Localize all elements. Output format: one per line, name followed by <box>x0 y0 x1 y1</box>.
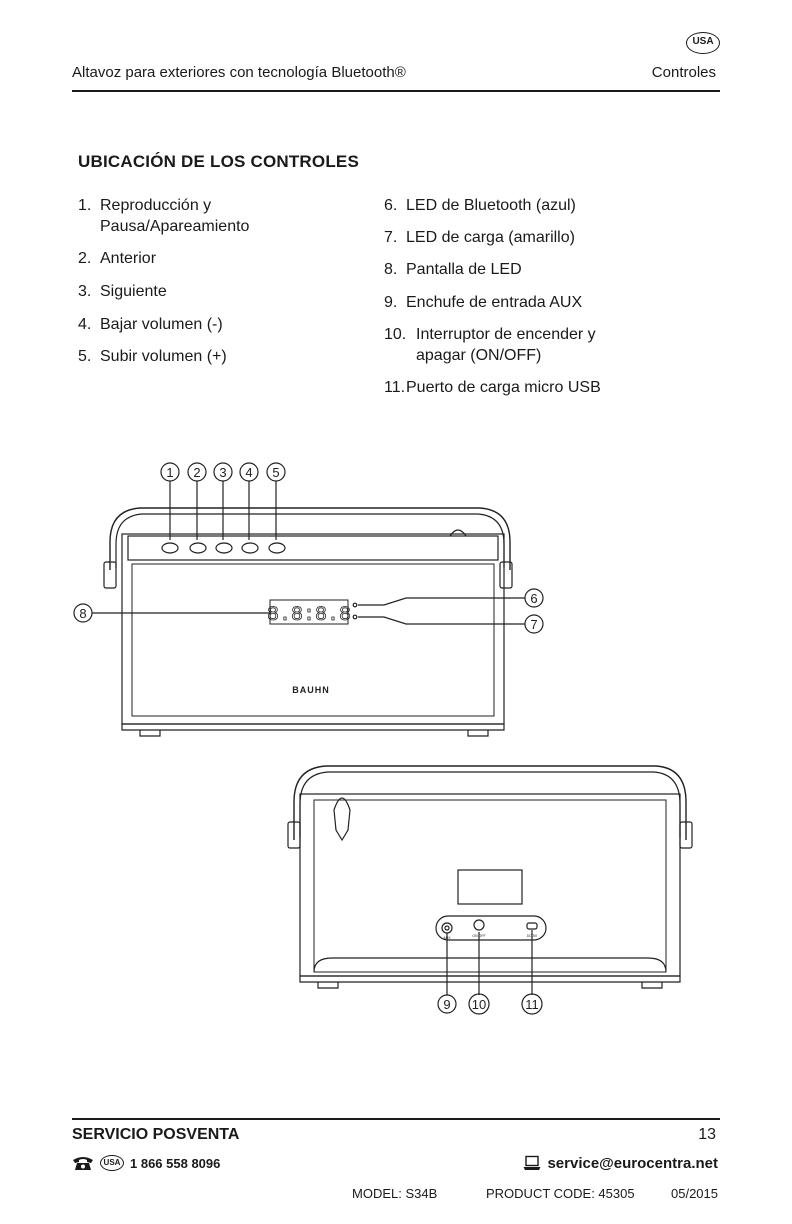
led-display-text: 8.8:8.8 <box>266 604 352 627</box>
document-title: Altavoz para exteriores con tecnología Bluetooth® <box>72 64 406 81</box>
list-item <box>78 347 227 367</box>
callout-7: 7 <box>530 617 538 632</box>
callout-3: 3 <box>219 465 227 480</box>
item-number: 8. <box>384 261 398 278</box>
item-text: Pantalla de LED <box>406 261 522 278</box>
list-item <box>78 315 223 335</box>
item-text: Reproducción y <box>100 197 212 214</box>
callout-1: 1 <box>166 465 174 480</box>
item-number: 10. <box>384 326 407 343</box>
aux-port-label: AUX <box>443 936 451 940</box>
item-text: Pausa/Apareamiento <box>100 218 250 235</box>
item-number: 5. <box>78 348 92 365</box>
item-number: 6. <box>384 197 398 214</box>
item-text: Siguiente <box>100 283 167 300</box>
email-address[interactable]: service@eurocentra.net <box>547 1154 718 1172</box>
brand-logo: BAUHN <box>292 685 330 695</box>
callout-8: 8 <box>79 606 87 621</box>
callout-11: 11 <box>525 997 539 1012</box>
item-number: 3. <box>78 283 92 300</box>
print-date: 05/2015 <box>671 1186 718 1201</box>
callout-4: 4 <box>245 465 253 480</box>
item-number: 4. <box>78 316 92 333</box>
usb-port-label: DC 5V <box>526 934 538 938</box>
volume-up-button <box>269 543 285 553</box>
list-item-continuation <box>100 217 249 237</box>
volume-down-button <box>242 543 258 553</box>
item-number: 1. <box>78 197 92 214</box>
footer-rule <box>72 1118 720 1120</box>
list-item <box>384 228 575 248</box>
item-text: LED de Bluetooth (azul) <box>406 197 576 214</box>
model-number: MODEL: S34B <box>352 1186 438 1201</box>
list-item-continuation <box>416 346 541 366</box>
previous-button <box>190 543 206 553</box>
item-number: 7. <box>384 229 398 246</box>
list-item <box>384 260 522 280</box>
item-number: 11. <box>384 379 406 396</box>
list-item <box>384 293 582 313</box>
play-pause-button <box>162 543 178 553</box>
section-header: Controles <box>651 64 716 81</box>
list-item <box>78 282 167 302</box>
item-text: Puerto de carga micro USB <box>406 379 601 396</box>
item-number: 9. <box>384 294 398 311</box>
telephone-icon <box>72 1155 94 1171</box>
callout-2: 2 <box>193 465 201 480</box>
phone-contact <box>72 1152 220 1174</box>
back-view <box>288 766 692 1014</box>
item-text: Anterior <box>100 250 157 267</box>
next-button <box>216 543 232 553</box>
switch-label: ON OFF <box>472 934 486 938</box>
header-rule <box>72 90 720 92</box>
item-text: Interruptor de encender y <box>416 326 596 343</box>
item-text: Enchufe de entrada AUX <box>406 294 583 311</box>
section-title: UBICACIÓN DE LOS CONTROLES <box>78 152 359 171</box>
callout-6: 6 <box>530 591 538 606</box>
item-text: apagar (ON/OFF) <box>416 347 542 364</box>
region-badge: USA <box>686 32 720 54</box>
email-contact <box>523 1152 718 1174</box>
phone-region-badge: USA <box>100 1155 124 1171</box>
item-text: Bajar volumen (-) <box>100 316 223 333</box>
list-item <box>384 325 596 345</box>
list-item <box>78 196 211 216</box>
front-buttons <box>162 543 285 553</box>
item-text: LED de carga (amarillo) <box>406 229 575 246</box>
callout-5: 5 <box>272 465 280 480</box>
list-item <box>384 196 576 216</box>
item-number: 2. <box>78 250 92 267</box>
laptop-icon <box>523 1155 541 1171</box>
service-title: SERVICIO POSVENTA <box>72 1126 240 1143</box>
speaker-diagram <box>0 450 792 1030</box>
callout-9: 9 <box>443 997 451 1012</box>
item-text: Subir volumen (+) <box>100 348 227 365</box>
product-code: PRODUCT CODE: 45305 <box>486 1186 635 1201</box>
list-item <box>78 249 156 269</box>
page-number: 13 <box>698 1126 716 1143</box>
callout-10: 10 <box>471 997 487 1012</box>
list-item <box>384 378 601 398</box>
phone-number[interactable]: 1 866 558 8096 <box>130 1155 221 1171</box>
